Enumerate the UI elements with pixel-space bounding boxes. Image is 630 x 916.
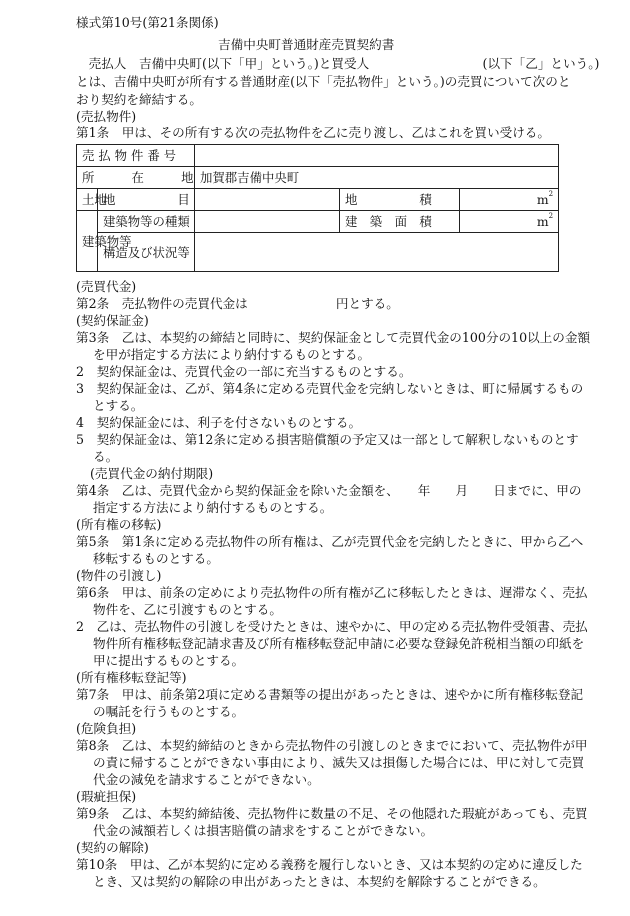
article-2-line-1: 第2条 売払物件の売買代金は 円とする。: [76, 296, 399, 311]
table-row: [77, 167, 559, 189]
article-6-line-3: 2 乙は、売払物件の引渡しを受けたときは、速やかに、甲の定める売払物件受領書、売払: [76, 619, 588, 634]
location-value: 加賀郡吉備中央町: [195, 167, 559, 189]
article-4-heading: (売買代金の納付期限): [90, 466, 214, 481]
article-3-line-6: 4 契約保証金には、利子を付さないものとする。: [76, 415, 362, 430]
article-7-line-1: 第7条 甲は、前条第2項に定める書類等の提出があったときは、速やかに所有権移転登記: [76, 687, 584, 702]
article-7-heading: (所有権移転登記等): [76, 670, 187, 685]
article-6-line-5: 甲に提出するものとする。: [93, 653, 245, 668]
land-area-value: [460, 189, 559, 211]
area-unit-sup: 2: [548, 212, 554, 220]
article-2-heading: (売買代金): [76, 279, 137, 294]
building-area-value: [460, 211, 559, 233]
article-8-line-2: の責に帰することができない事由により、滅失又は損傷した場合には、甲に対して売買: [93, 755, 585, 770]
building-type-label: 建築物等の種類: [98, 211, 195, 233]
article-9-line-2: 代金の減額若しくは損害賠償の請求をすることができない。: [93, 823, 434, 838]
article-8-line-3: 代金の減免を請求することができない。: [93, 772, 320, 787]
article-1-line-1: 第1条 甲は、その所有する次の売払物件を乙に売り渡し、乙はこれを買い受ける。: [76, 125, 550, 140]
article-9-heading: (瑕疵担保): [76, 789, 137, 804]
property-table: [76, 144, 559, 272]
building-area-label: 建 築 面 積: [340, 211, 460, 233]
property-number-label: 売 払 物 件 番 号: [77, 145, 195, 167]
article-6-heading: (物件の引渡し): [76, 568, 162, 583]
article-10-line-1: 第10条 甲は、乙が本契約に定める義務を履行しないとき、又は本契約の定めに違反した: [76, 857, 583, 872]
location-label: 所 在 地: [77, 167, 195, 189]
preamble-line-3: おり契約を締結する。: [76, 92, 202, 107]
article-3-line-1: 第3条 乙は、本契約の締結と同時に、契約保証金として売買代金の100分の10以上の金額: [76, 330, 591, 345]
article-4-line-2: 指定する方法により納付するものとする。: [93, 500, 333, 515]
article-6-line-2: 物件を、乙に引渡すものとする。: [93, 602, 282, 617]
table-row: [77, 211, 559, 233]
preamble-line-2: とは、吉備中央町が所有する普通財産(以下「売払物件」という。)の売買について次のと: [76, 74, 571, 89]
land-category-value: [195, 189, 340, 211]
land-category-label: 地 目: [98, 189, 195, 211]
article-5-heading: (所有権の移転): [76, 517, 162, 532]
structure-value: [195, 233, 559, 272]
table-row: [77, 145, 559, 167]
article-8-line-1: 第8条 乙は、本契約締結のときから売払物件の引渡しのときまでにおいて、売払物件が甲: [76, 738, 588, 753]
article-8-heading: (危険負担): [76, 721, 137, 736]
table-row: [77, 189, 559, 211]
preamble-line-1: 売払人 吉備中央町(以下「甲」という。)と買受人 (以下「乙」という。): [76, 56, 600, 71]
table-row: [77, 233, 559, 272]
building-type-value: [195, 211, 340, 233]
article-6-line-1: 第6条 甲は、前条の定めにより売払物件の所有権が乙に移転したときは、遅滞なく、売払: [76, 585, 588, 600]
article-1-heading: (売払物件): [76, 109, 137, 124]
article-3-line-2: を甲が指定する方法により納付するものとする。: [93, 347, 371, 362]
article-3-line-8: る。: [93, 449, 119, 464]
land-label: 土地: [77, 189, 98, 211]
property-number-value: [195, 145, 559, 167]
article-10-heading: (契約の解除): [76, 840, 149, 855]
document-title: 吉備中央町普通財産売買契約書: [218, 37, 395, 52]
article-6-line-4: 物件所有権移転登記請求書及び所有権移転登記申請に必要な登録免許税相当額の印紙を: [93, 636, 585, 651]
article-3-line-4: 3 契約保証金は、乙が、第4条に定める売買代金を完納しないときは、町に帰属するもの: [76, 381, 584, 396]
article-5-line-1: 第5条 第1条に定める売払物件の所有権は、乙が売買代金を完納したときに、甲から乙へ: [76, 534, 584, 549]
article-7-line-2: の嘱託を行うものとする。: [93, 704, 245, 719]
article-5-line-2: 移転するものとする。: [93, 551, 219, 566]
land-area-label: 地 積: [340, 189, 460, 211]
form-number: 様式第10号(第21条関係): [76, 15, 219, 30]
article-3-line-5: とする。: [93, 398, 144, 413]
article-4-line-1: 第4条 乙は、売買代金から契約保証金を除いた金額を、 年 月 日までに、甲の: [76, 483, 582, 498]
article-3-line-3: 2 契約保証金は、売買代金の一部に充当するものとする。: [76, 364, 412, 379]
article-9-line-1: 第9条 乙は、本契約締結後、売払物件に数量の不足、その他隠れた瑕疵があっても、売買: [76, 806, 588, 821]
building-label: 建築物等: [77, 211, 98, 272]
article-10-line-2: とき、又は契約の解除の申出があったときは、本契約を解除することができる。: [93, 874, 546, 889]
area-unit-sup: 2: [548, 190, 554, 198]
area-unit: m: [536, 192, 549, 207]
article-3-line-7: 5 契約保証金は、第12条に定める損害賠償額の予定又は一部として解釈しないものとす: [76, 432, 579, 447]
article-3-heading: (契約保証金): [76, 313, 149, 328]
area-unit: m: [536, 214, 549, 229]
structure-label: 構造及び状況等: [98, 233, 195, 272]
